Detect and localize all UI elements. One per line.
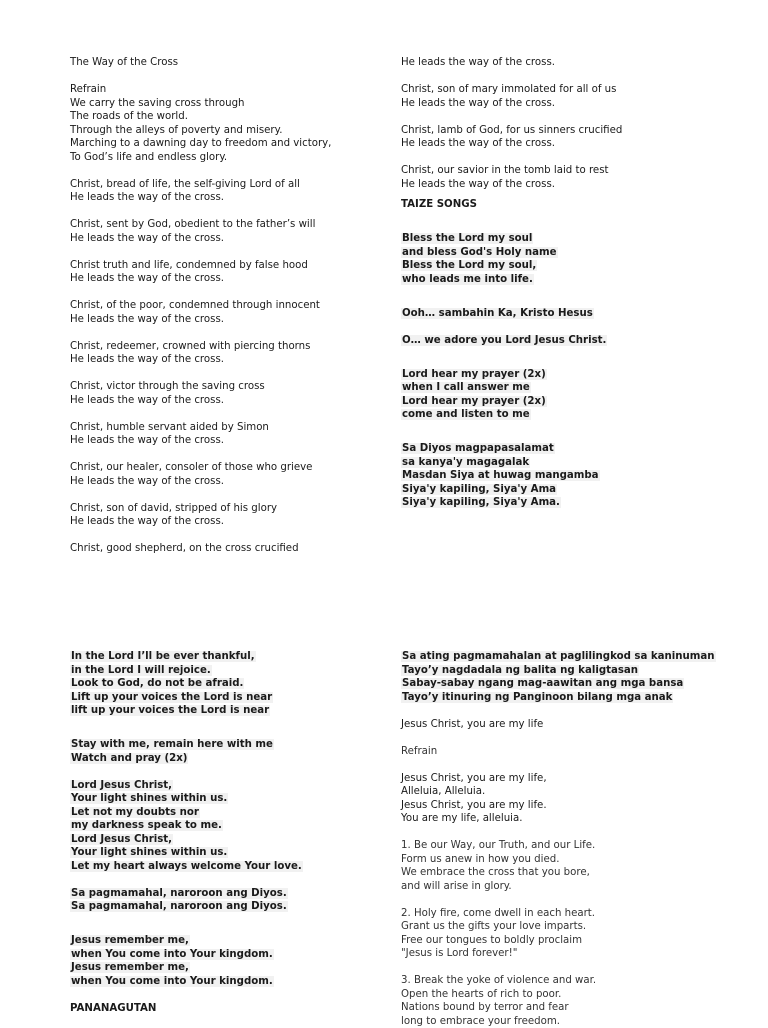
stay-song (70, 738, 410, 765)
song-line: in the Lord I will rejoice. (70, 665, 212, 676)
pagmamahal-song (70, 887, 410, 914)
verse-response: He leads the way of the cross. (70, 515, 410, 529)
refrain-line: Marching to a dawning day to freedom and victory, (70, 137, 410, 151)
song-line: Sa pagmamahal, naroroon ang Diyos. (70, 888, 288, 899)
refrain-line: We carry the saving cross through (70, 97, 410, 111)
song-line: when You come into Your kingdom. (70, 976, 274, 987)
song-line: lift up your voices the Lord is near (70, 705, 270, 716)
refrain-label: Refrain (70, 83, 410, 97)
verse-line: Christ, redeemer, crowned with piercing thorns (70, 340, 410, 354)
verse-response: He leads the way of the cross. (70, 191, 410, 205)
song-line: Siya'y kapiling, Siya'y Ama (401, 484, 557, 495)
stanza-line: Free our tongues to boldly proclaim (401, 934, 741, 948)
verse-response: He leads the way of the cross. (70, 434, 410, 448)
song-line: Siya'y kapiling, Siya'y Ama. (401, 497, 561, 508)
song-line: Sa ating pagmamahalan at paglilingkod sa kaninuman (401, 651, 716, 662)
song-line: my darkness speak to me. (70, 820, 223, 831)
song-line: Masdan Siya at huwag mangamba (401, 470, 600, 481)
verse-line: Christ, son of david, stripped of his glory (70, 502, 410, 516)
song-line: sa kanya'y magagalak (401, 457, 530, 468)
verse-response: He leads the way of the cross. (401, 137, 741, 151)
song-line: Lord hear my prayer (2x) (401, 396, 547, 407)
song-line: come and listen to me (401, 409, 531, 420)
stanza-line: We embrace the cross that you bore, (401, 866, 741, 880)
verse-response: He leads the way of the cross. (70, 394, 410, 408)
song-title: Jesus Christ, you are my life (401, 718, 741, 732)
song-line: when I call answer me (401, 382, 531, 393)
verse-response: He leads the way of the cross. (70, 353, 410, 367)
stanza-line: Form us anew in how you died. (401, 853, 741, 867)
section-heading: TAIZE SONGS (401, 198, 741, 212)
refrain-line: To God’s life and endless glory. (70, 151, 410, 165)
song-line: and bless God's Holy name (401, 247, 558, 258)
song-line: Lord Jesus Christ, (70, 780, 173, 791)
song-line: Stay with me, remain here with me (70, 739, 274, 750)
page2-left-column (70, 650, 410, 1015)
verse-line: Christ, good shepherd, on the cross crucified (70, 542, 410, 556)
verse-line: Christ, bread of life, the self-giving Lord of all (70, 178, 410, 192)
stanza-line: 2. Holy fire, come dwell in each heart. (401, 907, 741, 921)
song-line: O… we adore you Lord Jesus Christ. (401, 335, 607, 346)
verse-line: Christ, humble servant aided by Simon (70, 421, 410, 435)
section-heading: PANANAGUTAN (70, 1002, 410, 1016)
song-line: Jesus remember me, (70, 935, 190, 946)
bless-song (401, 232, 741, 286)
refrain-line: Alleluia, Alleluia. (401, 785, 741, 799)
page2-right-column (401, 650, 741, 1028)
song-line: Let my heart always welcome Your love. (70, 861, 303, 872)
diyos-song (401, 442, 741, 510)
verse-line: Christ, our healer, consoler of those who grieve (70, 461, 410, 475)
verse-line: Christ, son of mary immolated for all of us (401, 83, 741, 97)
song-line: Your light shines within us. (70, 847, 228, 858)
thankful-song (70, 650, 410, 718)
verse-response: He leads the way of the cross. (70, 232, 410, 246)
refrain-line: The roads of the world. (70, 110, 410, 124)
song-line: Lord Jesus Christ, (70, 834, 173, 845)
verse-line: Christ, our savior in the tomb laid to rest (401, 164, 741, 178)
prayer-song (401, 368, 741, 422)
verse-line: Christ truth and life, condemned by false hood (70, 259, 410, 273)
song-line: Jesus remember me, (70, 962, 190, 973)
verse-response: He leads the way of the cross. (70, 475, 410, 489)
stanza-line: Open the hearts of rich to poor. (401, 988, 741, 1002)
song-title: The Way of the Cross (70, 56, 410, 70)
song-line: Bless the Lord my soul (401, 233, 533, 244)
tagalog-song (401, 650, 741, 704)
verse-response: He leads the way of the cross. (401, 56, 741, 70)
refrain-label: Refrain (401, 745, 741, 759)
song-line: Tayo’y nagdadala ng balita ng kaligtasan (401, 665, 639, 676)
verse-response: He leads the way of the cross. (70, 313, 410, 327)
song-line: Sa Diyos magpapasalamat (401, 443, 555, 454)
verse-response: He leads the way of the cross. (401, 97, 741, 111)
song-line: Watch and pray (2x) (70, 753, 188, 764)
refrain-line: Through the alleys of poverty and misery. (70, 124, 410, 138)
song-line: Sabay-sabay ngang mag-aawitan ang mga bansa (401, 678, 684, 689)
song-line: Your light shines within us. (70, 793, 228, 804)
stanza-line: Grant us the gifts your love imparts. (401, 920, 741, 934)
song-line: Bless the Lord my soul, (401, 260, 537, 271)
song-line: Ooh… sambahin Ka, Kristo Hesus (401, 308, 594, 319)
song-line: when You come into Your kingdom. (70, 949, 274, 960)
stanza-line: Nations bound by terror and fear (401, 1001, 741, 1015)
stanza-line: 1. Be our Way, our Truth, and our Life. (401, 839, 741, 853)
song-line: who leads me into life. (401, 274, 534, 285)
song-line: Sa pagmamahal, naroroon ang Diyos. (70, 901, 288, 912)
verse-line: Christ, lamb of God, for us sinners crucified (401, 124, 741, 138)
song-line: In the Lord I’ll be ever thankful, (70, 651, 256, 662)
verse-response: He leads the way of the cross. (70, 272, 410, 286)
stanza-line: 3. Break the yoke of violence and war. (401, 974, 741, 988)
page1-right-column (401, 56, 741, 510)
song-line: Let not my doubts nor (70, 807, 200, 818)
adore-song (401, 334, 741, 348)
verse-line: Christ, of the poor, condemned through innocent (70, 299, 410, 313)
verse-response: He leads the way of the cross. (401, 178, 741, 192)
page1-left-column (70, 56, 410, 556)
song-line: Lift up your voices the Lord is near (70, 692, 273, 703)
refrain-line: Jesus Christ, you are my life. (401, 799, 741, 813)
ooh-song (401, 307, 741, 321)
song-line: Tayo’y itinuring ng Panginoon bilang mga anak (401, 692, 673, 703)
song-line: Look to God, do not be afraid. (70, 678, 244, 689)
song-line: Lord hear my prayer (2x) (401, 369, 547, 380)
stanza-line: "Jesus is Lord forever!" (401, 947, 741, 961)
refrain-line: You are my life, alleluia. (401, 812, 741, 826)
verse-line: Christ, victor through the saving cross (70, 380, 410, 394)
lord-jesus-song (70, 779, 410, 874)
remember-song (70, 934, 410, 988)
verse-line: Christ, sent by God, obedient to the father’s will (70, 218, 410, 232)
refrain-line: Jesus Christ, you are my life, (401, 772, 741, 786)
stanza-line: long to embrace your freedom. (401, 1015, 741, 1028)
stanza-line: and will arise in glory. (401, 880, 741, 894)
